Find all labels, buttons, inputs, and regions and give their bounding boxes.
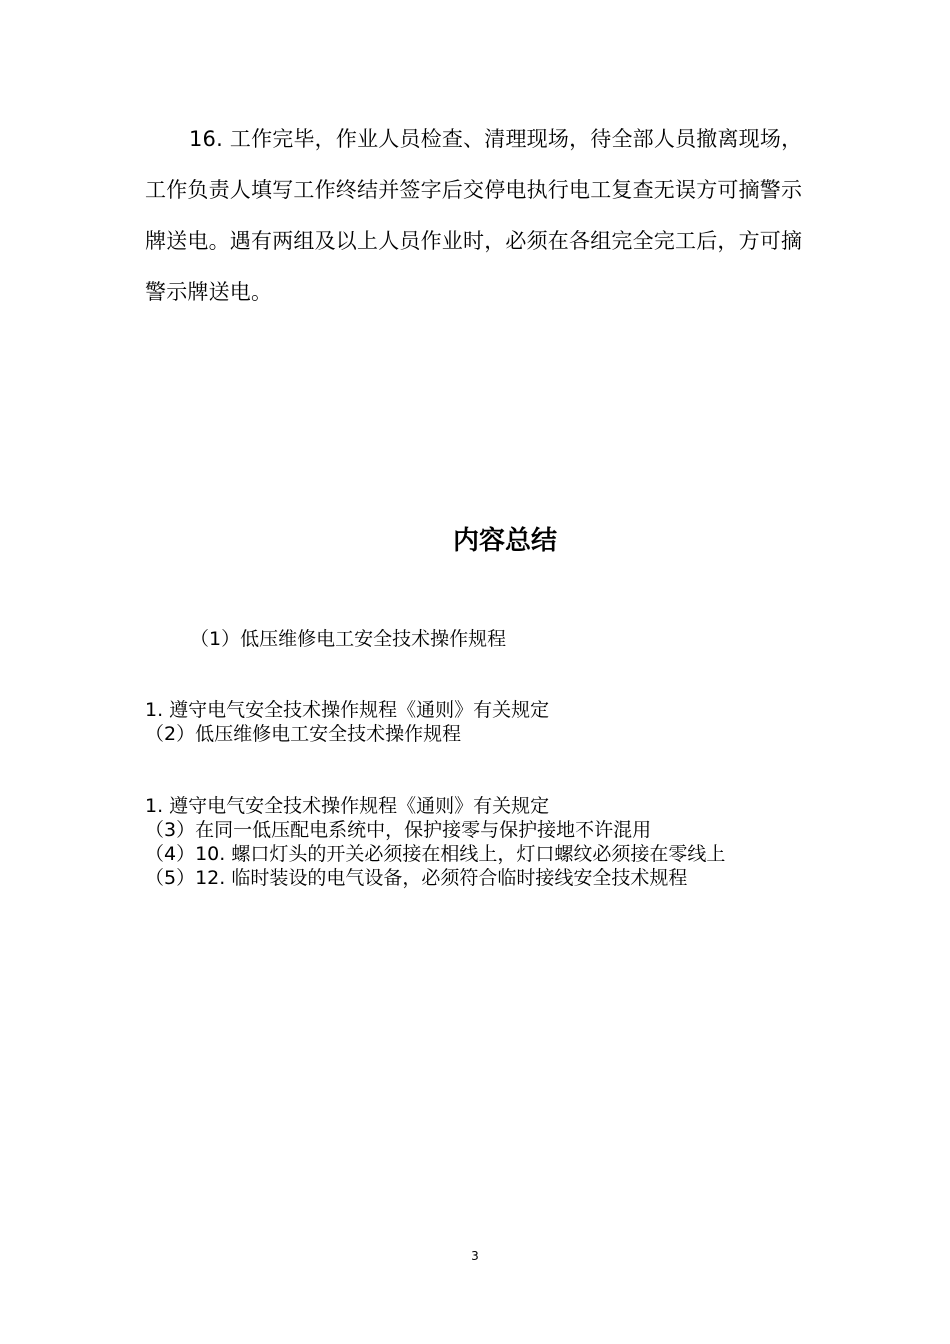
summary-item-5: （5）12. 临时装设的电气设备，必须符合临时接线安全技术规程 (145, 867, 688, 889)
summary-item-2: （2）低压维修电工安全技术操作规程 (145, 723, 462, 745)
summary-rule-a: 1. 遵守电气安全技术操作规程《通则》有关规定 (145, 699, 550, 721)
page-number: 3 (471, 1249, 479, 1263)
summary-title: 内容总结 (452, 526, 557, 556)
summary-rule-b: 1. 遵守电气安全技术操作规程《通则》有关规定 (145, 795, 550, 817)
summary-item-1: （1）低压维修电工安全技术操作规程 (190, 628, 507, 650)
paragraph-16: 16. 工作完毕，作业人员检查、清理现场，待全部人员撤离现场，工作负责人填写工作终结并签字后交停电执行电工复查无误方可摘警示牌送电。遇有两组及以上人员作业时，必须在各组完全完工后，方可摘警示牌送电。 (145, 127, 803, 304)
summary-item-3: （3）在同一低压配电系统中，保护接零与保护接地不许混用 (145, 819, 652, 841)
summary-item-4: （4）10. 螺口灯头的开关必须接在相线上，灯口螺纹必须接在零线上 (145, 843, 726, 865)
